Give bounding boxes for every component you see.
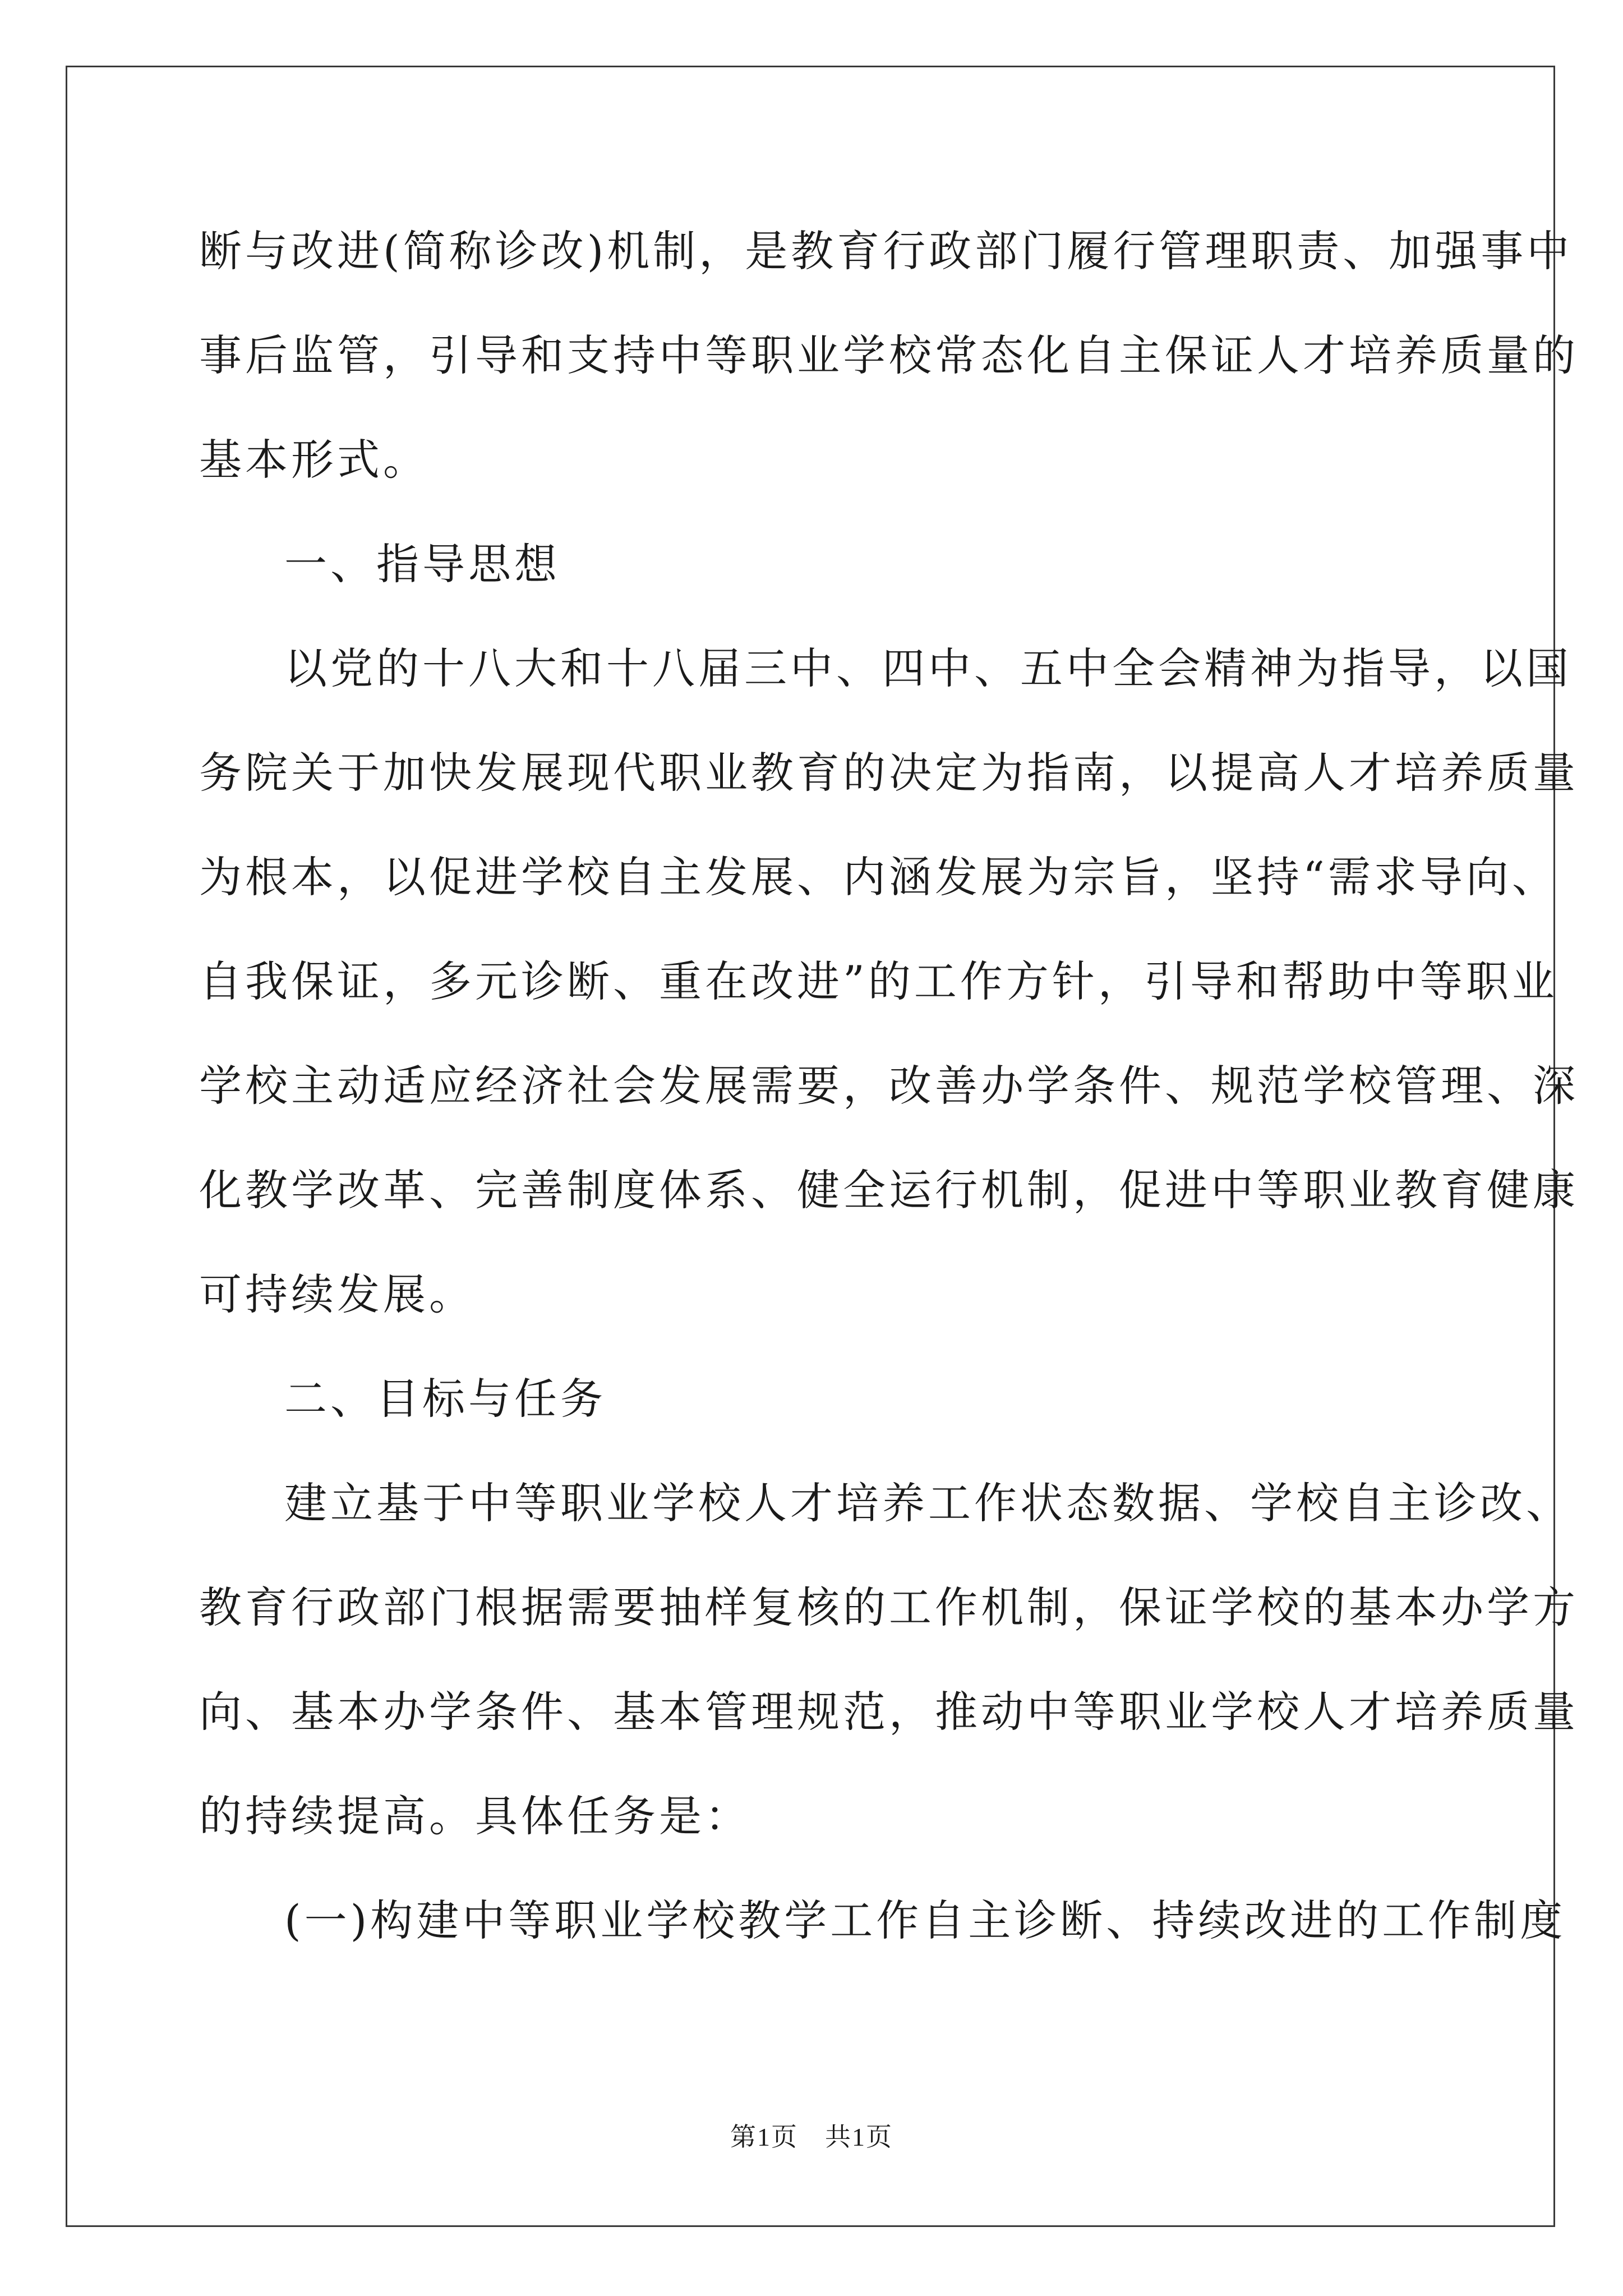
paragraph-line: 断与改进(简称诊改)机制，是教育行政部门履行管理职责、加强事中 xyxy=(199,226,1573,276)
paragraph-line: 教育行政部门根据需要抽样复核的工作机制，保证学校的基本办学方 xyxy=(199,1582,1579,1632)
section-heading: 二、目标与任务 xyxy=(284,1374,606,1424)
paragraph-line: 自我保证，多元诊断、重在改进”的工作方针，引导和帮助中等职业 xyxy=(199,956,1558,1006)
paragraph-line: 务院关于加快发展现代职业教育的决定为指南，以提高人才培养质量 xyxy=(199,748,1579,798)
section-heading: 一、指导思想 xyxy=(284,539,560,589)
paragraph-line: 的持续提高。具体任务是： xyxy=(199,1791,751,1841)
paragraph-line: 为根本，以促进学校自主发展、内涵发展为宗旨，坚持“需求导向、 xyxy=(199,852,1558,902)
document-body xyxy=(199,199,1579,1973)
paragraph-line: 可持续发展。 xyxy=(199,1269,475,1319)
paragraph-line: 基本形式。 xyxy=(199,435,429,485)
paragraph-line: (一)构建中等职业学校教学工作自主诊断、持续改进的工作制度 xyxy=(284,1895,1566,1945)
paragraph-line: 以党的十八大和十八届三中、四中、五中全会精神为指导，以国 xyxy=(284,643,1572,693)
paragraph-line: 向、基本办学条件、基本管理规范，推动中等职业学校人才培养质量 xyxy=(199,1687,1579,1737)
paragraph-line: 事后监管，引导和支持中等职业学校常态化自主保证人才培养质量的 xyxy=(199,330,1579,380)
paragraph-line: 学校主动适应经济社会发展需要，改善办学条件、规范学校管理、深 xyxy=(199,1061,1579,1111)
paragraph-line: 建立基于中等职业学校人才培养工作状态数据、学校自主诊改、 xyxy=(284,1478,1572,1528)
page-number-footer: 第1页 共1页 xyxy=(730,2123,893,2151)
paragraph-line: 化教学改革、完善制度体系、健全运行机制，促进中等职业教育健康 xyxy=(199,1165,1579,1215)
